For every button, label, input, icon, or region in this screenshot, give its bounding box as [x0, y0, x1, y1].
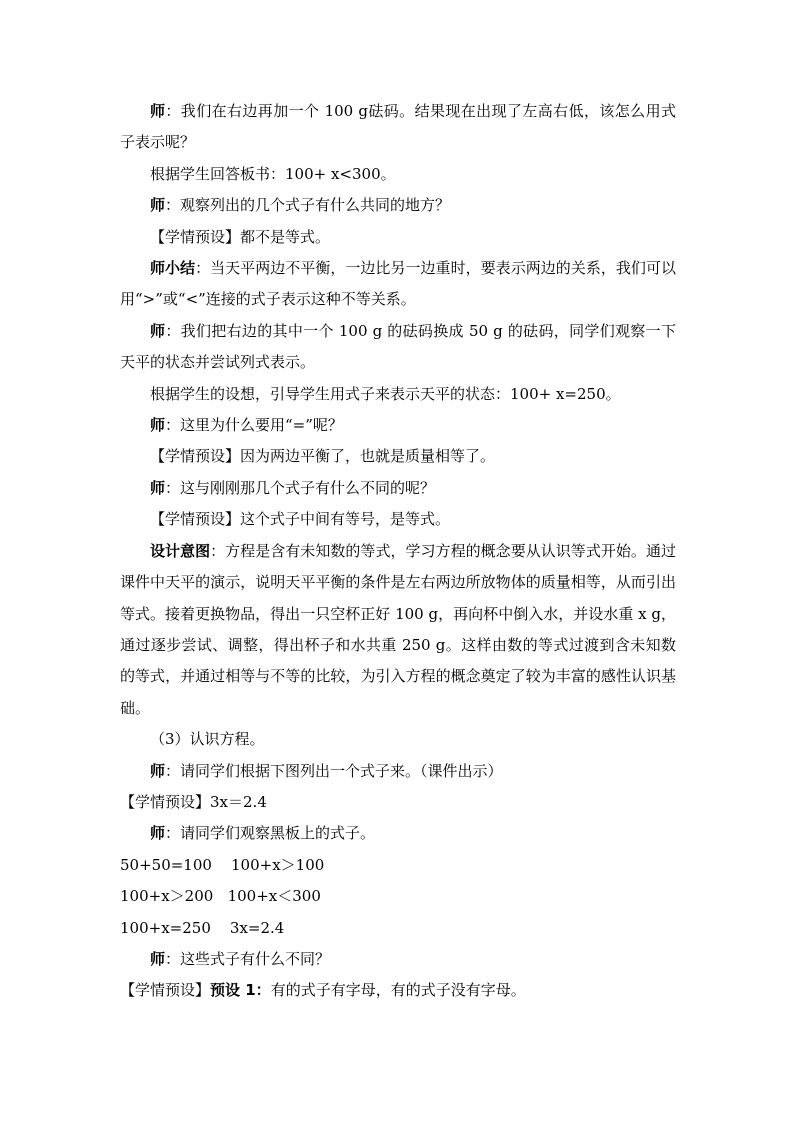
- speaker-label: 师: [150, 321, 166, 340]
- paragraph-text: ：方程是含有未知数的等式，学习方程的概念要从认识等式开始。通过课件中天平的演示，说明天平平衡的条件是左右两边所放物体的质量相等，从而引出等式。接着更换物品，得出一只空杯正好 100 g，再向杯中倒入水，并设水重 x g，通过逐步尝试、调整，得出杯子和水共重 250 g。这样由数的等式过渡到含未知数的等式，并通过相等与不等的比较，为引入方程的概念奠定了较为丰富的感性认识基础。: [120, 541, 676, 717]
- paragraph-text: ：这与刚刚那几个式子有什么不同的呢？: [165, 478, 436, 497]
- paragraph-text: ：请同学们根据下图列出一个式子来。（课件出示）: [165, 761, 503, 780]
- paragraph-prefix: 【学情预设】: [120, 981, 211, 1000]
- paragraph: [120, 818, 676, 849]
- paragraph-text: 【学情预设】都不是等式。: [150, 227, 331, 246]
- speaker-label: 师: [150, 196, 166, 215]
- speaker-label: 设计意图: [150, 541, 211, 560]
- paragraph-text: ：我们把右边的其中一个 100 g 的砝码换成 50 g 的砝码，同学们观察一下天平的状态并尝试列式表示。: [120, 321, 676, 372]
- paragraph-text: ：观察列出的几个式子有什么共同的地方？: [165, 196, 451, 215]
- speaker-label: 师: [150, 761, 166, 780]
- document-body: [120, 96, 676, 1007]
- paragraph: [120, 944, 676, 975]
- paragraph-text: 【学情预设】这个式子中间有等号，是等式。: [150, 510, 451, 529]
- paragraph-text: ：这些式子有什么不同？: [165, 949, 331, 968]
- paragraph: [120, 410, 676, 441]
- paragraph-text: 【学情预设】3x＝2.4: [120, 792, 267, 811]
- speaker-label: 师: [150, 949, 166, 968]
- paragraph-text: 有的式子有字母，有的式子没有字母。: [270, 981, 526, 1000]
- paragraph: [120, 316, 676, 379]
- paragraph: [120, 975, 676, 1006]
- speaker-label: 师小结: [150, 259, 196, 278]
- paragraph: [120, 253, 676, 316]
- equation-row: 50+50=100 100+x＞100: [120, 855, 325, 874]
- paragraph: [120, 159, 676, 190]
- paragraph: [120, 536, 676, 724]
- paragraph-text: ：这里为什么要用“=”呢？: [165, 416, 343, 435]
- preset-label: 预设 1：: [210, 981, 271, 1000]
- paragraph: [120, 724, 676, 755]
- paragraph: [120, 504, 676, 535]
- paragraph-text: 根据学生回答板书：100+ x<300。: [150, 164, 396, 183]
- paragraph: [120, 441, 676, 472]
- paragraph: [120, 787, 676, 818]
- speaker-label: 师: [150, 824, 166, 843]
- paragraph-text: ：当天平两边不平衡，一边比另一边重时，要表示两边的关系，我们可以用“>”或“<”连接的式子表示这种不等关系。: [120, 259, 676, 309]
- paragraph-text: 【学情预设】因为两边平衡了，也就是质量相等了。: [150, 447, 496, 466]
- paragraph: [120, 756, 676, 787]
- paragraph-text: ：请同学们观察黑板上的式子。: [165, 824, 376, 843]
- paragraph-text: （3）认识方程。: [150, 730, 265, 749]
- paragraph: [120, 96, 676, 159]
- paragraph: [120, 379, 676, 410]
- paragraph: [120, 222, 676, 253]
- paragraph-text: 根据学生的设想，引导学生用式子来表示天平的状态：100+ x=250。: [150, 384, 621, 403]
- speaker-label: 师: [150, 102, 166, 120]
- paragraph: [120, 190, 676, 221]
- speaker-label: 师: [150, 416, 166, 435]
- paragraph-text: ：我们在右边再加一个 100 g砝码。结果现在出现了左高右低，该怎么用式子表示呢？: [120, 102, 676, 152]
- equation-row: 100+x=250 3x=2.4: [120, 918, 285, 937]
- equation-row: 100+x＞200 100+x＜300: [120, 887, 321, 906]
- speaker-label: 师: [150, 478, 166, 497]
- paragraph: [120, 473, 676, 504]
